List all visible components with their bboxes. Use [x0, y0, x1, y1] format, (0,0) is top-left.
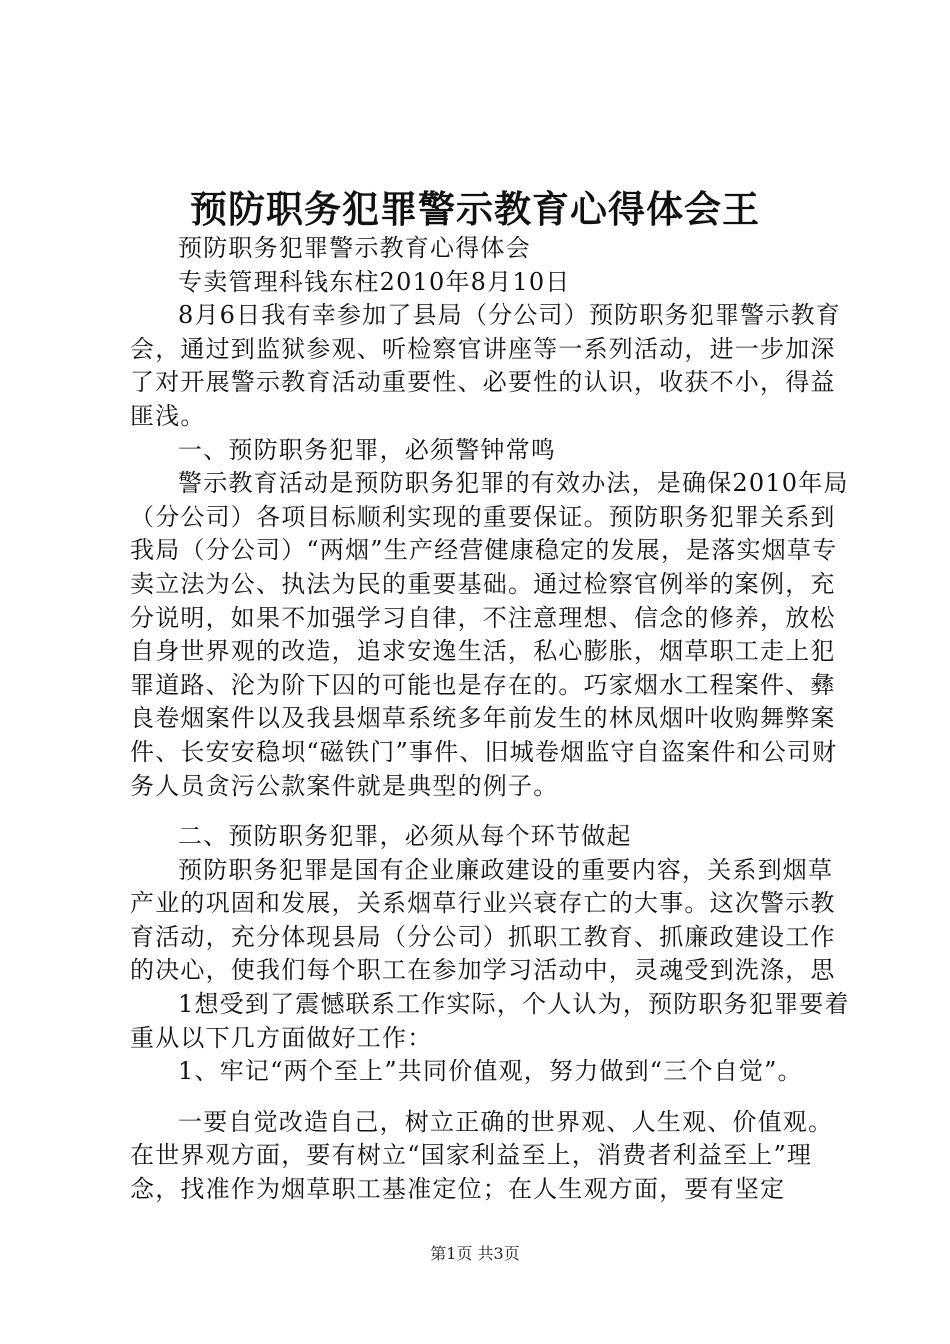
document-body — [130, 232, 854, 1207]
page-footer: 第1页 共3页 — [430, 1244, 520, 1263]
list-item-1: 1、牢记“两个至上”共同价值观，努力做到“三个自觉”。 — [178, 1057, 803, 1086]
paragraph-continuation: 1想受到了震憾联系工作实际，个人认为，预防职务犯罪要着重从以下几方面做好工作： — [130, 990, 850, 1052]
document-title: 预防职务犯罪警示教育心得体会王 — [190, 187, 760, 231]
paragraph-section-1: 警示教育活动是预防职务犯罪的有效办法，是确保2010年局（分公司）各项目标顺利实现的重要保证。预防职务犯罪关系到我局（分公司）“两烟”生产经营健康稳定的发展，是落实烟草专卖立法为公、执法为民的重要基础。通过检察官例举的案例，充分说明，如果不加强学习自律，不注意理想、信念的修养，放松自身世界观的改造，追求安逸生活，私心膨胀，烟草职工走上犯罪道路、沦为阶下囚的可能也是存在的。巧家烟水工程案件、彝良卷烟案件以及我县烟草系统多年前发生的林凤烟叶收购舞弊案件、长安安稳坝“磁铁门”事件、旧城卷烟监守自盗案件和公司财务人员贪污公款案件就是典型的例子。 — [130, 469, 849, 800]
paragraph-intro: 8月6日我有幸参加了县局（分公司）预防职务犯罪警示教育会，通过到监狱参观、听检察官讲座等一系列活动，进一步加深了对开展警示教育活动重要性、必要性的认识，收获不小，得益匪浅。 — [130, 301, 841, 430]
section-heading-1: 一、预防职务犯罪，必须警钟常鸣 — [178, 435, 556, 464]
paragraph-section-2: 预防职务犯罪是国有企业廉政建设的重要内容，关系到烟草产业的巩固和发展，关系烟草行业兴衰存亡的大事。这次警示教育活动，充分体现县局（分公司）抓职工教育、抓廉政建设工作的决心，使我们每个职工在参加学习活动中，灵魂受到洗涤，思 — [130, 855, 836, 985]
paragraph-self-reform: 一要自觉改造自己，树立正确的世界观、人生观、价值观。在世界观方面，要有树立“国家利益至上，消费者利益至上”理念，找准作为烟草职工基准定位；在人生观方面，要有坚定 — [130, 1107, 834, 1204]
paragraph-subtitle: 预防职务犯罪警示教育心得体会 — [178, 234, 531, 262]
section-heading-2: 二、预防职务犯罪，必须从每个环节做起 — [178, 822, 632, 851]
paragraph-author-date: 专卖管理科钱东柱2010年8月10日 — [178, 267, 571, 296]
